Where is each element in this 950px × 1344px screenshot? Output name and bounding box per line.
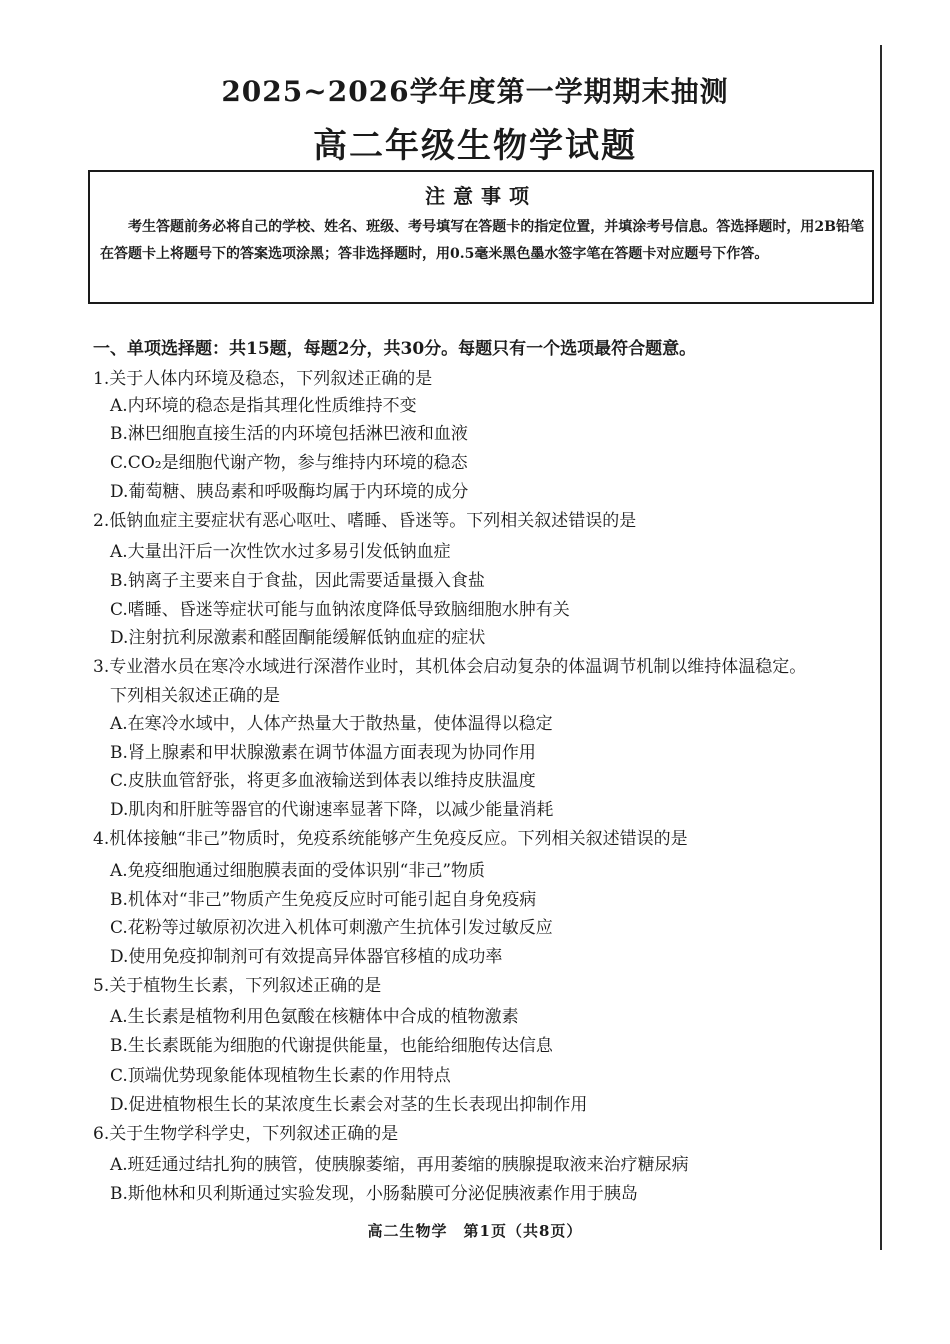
question-6-option-a: A.班廷通过结扎狗的胰管，使胰腺萎缩，再用萎缩的胰腺提取液来治疗糖尿病: [110, 1155, 689, 1175]
question-3-stem-continued: 下列相关叙述正确的是: [110, 686, 280, 706]
question-3-stem: 3.专业潜水员在寒冷水域进行深潜作业时，其机体会启动复杂的体温调节机制以维持体温稳定。: [93, 657, 807, 677]
question-1-option-c: C.CO₂是细胞代谢产物，参与维持内环境的稳态: [110, 453, 468, 473]
question-2-stem: 2.低钠血症主要症状有恶心呕吐、嗜睡、昏迷等。下列相关叙述错误的是: [93, 511, 637, 531]
question-1-option-b: B.淋巴细胞直接生活的内环境包括淋巴液和血液: [110, 424, 468, 444]
question-2-option-d: D.注射抗利尿激素和醛固酮能缓解低钠血症的症状: [110, 628, 486, 648]
question-5-option-d: D.促进植物根生长的某浓度生长素会对茎的生长表现出抑制作用: [110, 1095, 588, 1115]
question-2-option-a: A.大量出汗后一次性饮水过多易引发低钠血症: [110, 542, 451, 562]
question-6-option-b: B.斯他林和贝利斯通过实验发现，小肠黏膜可分泌促胰液素作用于胰岛: [110, 1184, 638, 1204]
section-heading: 一、单项选择题：共15题，每题2分，共30分。每题只有一个选项最符合题意。: [93, 339, 697, 359]
question-3-option-c: C.皮肤血管舒张，将更多血液输送到体表以维持皮肤温度: [110, 771, 536, 791]
question-6-stem: 6.关于生物学科学史，下列叙述正确的是: [93, 1124, 399, 1144]
question-4-option-a: A.免疫细胞通过细胞膜表面的受体识别“非己”物质: [110, 861, 486, 881]
question-3-option-a: A.在寒冷水域中，人体产热量大于散热量，使体温得以稳定: [110, 714, 553, 734]
question-4-option-b: B.机体对“非己”物质产生免疫反应时可能引起自身免疫病: [110, 890, 537, 910]
page-edge-line: [880, 45, 882, 1250]
question-2-option-b: B.钠离子主要来自于食盐，因此需要适量摄入食盐: [110, 571, 485, 591]
notice-box: [88, 170, 874, 304]
question-4-option-c: C.花粉等过敏原初次进入机体可刺激产生抗体引发过敏反应: [110, 918, 553, 938]
question-5-stem: 5.关于植物生长素，下列叙述正确的是: [93, 976, 382, 996]
question-1-option-d: D.葡萄糖、胰岛素和呼吸酶均属于内环境的成分: [110, 482, 469, 502]
notice-title: 注意事项: [425, 184, 537, 208]
question-2-option-c: C.嗜睡、昏迷等症状可能与血钠浓度降低导致脑细胞水肿有关: [110, 600, 570, 620]
question-5-option-a: A.生长素是植物利用色氨酸在核糖体中合成的植物激素: [110, 1007, 519, 1027]
question-3-option-b: B.肾上腺素和甲状腺激素在调节体温方面表现为协同作用: [110, 743, 536, 763]
exam-title: 2025~2026学年度第一学期期末抽测: [221, 75, 729, 108]
page-footer: 高二生物学 第1页（共8页）: [367, 1222, 583, 1240]
question-5-option-c: C.顶端优势现象能体现植物生长素的作用特点: [110, 1066, 451, 1086]
question-4-option-d: D.使用免疫抑制剂可有效提高异体器官移植的成功率: [110, 947, 503, 967]
question-1-option-a: A.内环境的稳态是指其理化性质维持不变: [110, 396, 417, 416]
question-3-option-d: D.肌肉和肝脏等器官的代谢速率显著下降，以减少能量消耗: [110, 800, 554, 820]
exam-subtitle: 高二年级生物学试题: [313, 126, 637, 166]
question-4-stem: 4.机体接触“非己”物质时，免疫系统能够产生免疫反应。下列相关叙述错误的是: [93, 829, 688, 849]
notice-body: 考生答题前务必将自己的学校、姓名、班级、考号填写在答题卡的指定位置，并填涂考号信息。答选择题时，用2B铅笔在答题卡上将题号下的答案选项涂黑；答非选择题时，用0.5毫米黑色墨水签字笔在答题卡对应题号下作答。: [100, 219, 864, 262]
question-1-stem: 1.关于人体内环境及稳态，下列叙述正确的是: [93, 369, 433, 389]
question-5-option-b: B.生长素既能为细胞的代谢提供能量，也能给细胞传达信息: [110, 1036, 553, 1056]
